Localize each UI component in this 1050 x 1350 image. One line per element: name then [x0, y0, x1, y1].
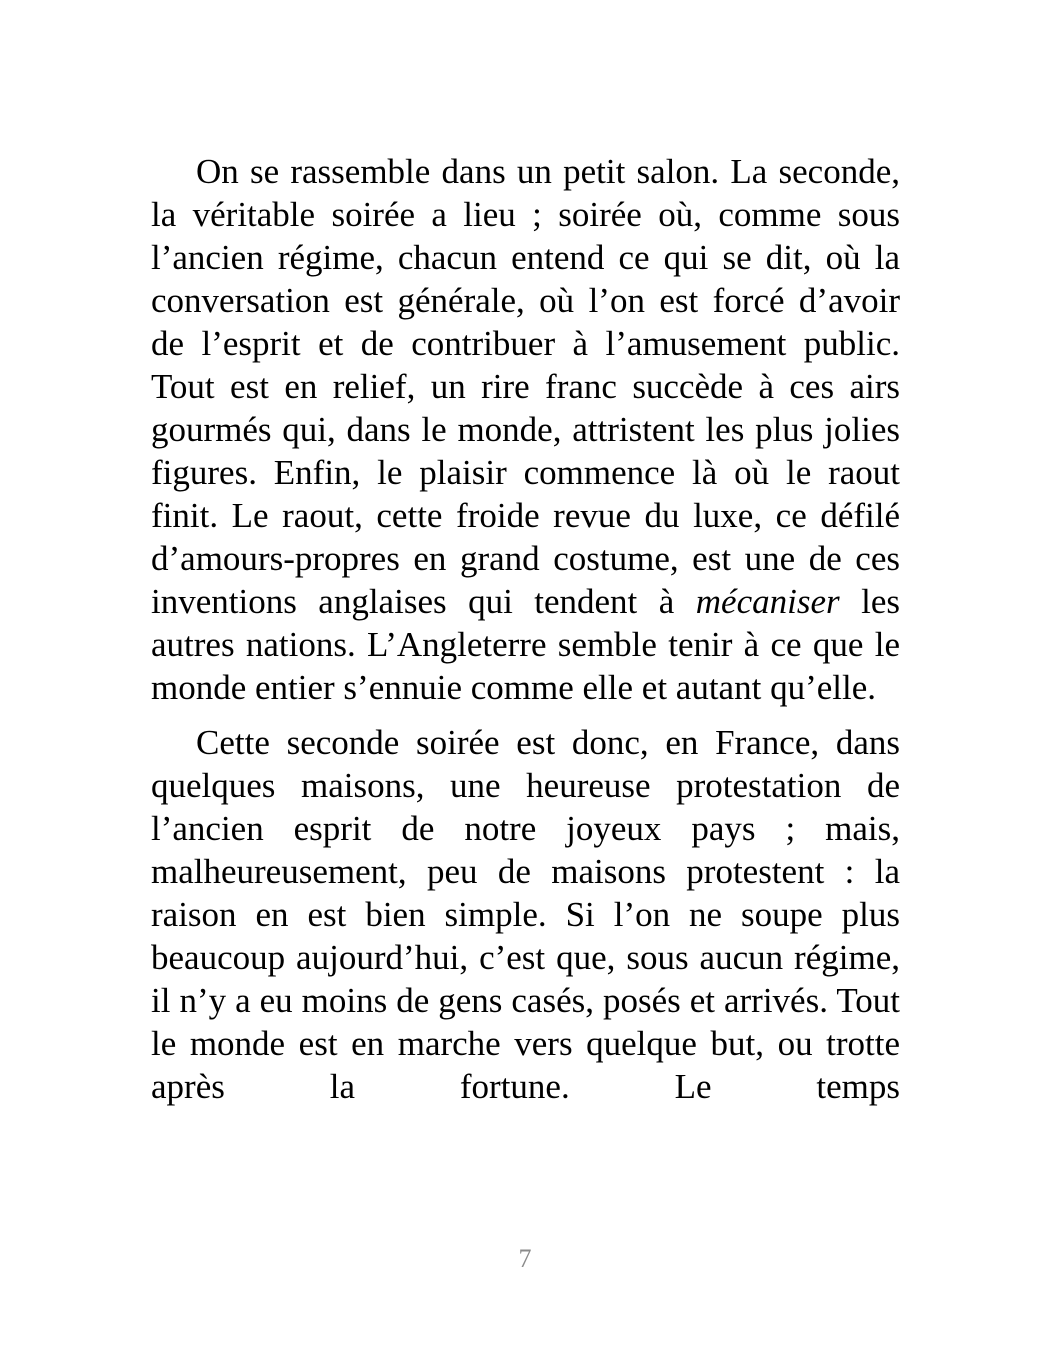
body-text	[151, 150, 900, 1108]
paragraph-2: Cette seconde soirée est donc, en France, dans quelques maisons, une heureuse protestation de l’ancien esprit de notre joyeux pays ; mais, malheureusement, peu de maisons protestent : la raison en est bien simple. Si l’on ne soupe plus beaucoup aujourd’hui, c’est que, sous aucun régime, il n’y a eu moins de gens casés, posés et arrivés. Tout le monde est en marche vers quelque but, ou trotte après la fortune. Le temps	[151, 723, 900, 1106]
page-number: 7	[518, 1244, 532, 1273]
paragraph-1	[151, 150, 900, 709]
paragraph-1-text-before: On se rassemble dans un petit salon. La seconde, la véritable soirée a lieu ; soirée où, comme sous l’ancien régime, chacun entend ce qui se dit, où la conversation est générale, où l’on est forcé d’avoir de l’esprit et de contribuer à l’amusement public. Tout est en relief, un rire franc succède à ces airs gourmés qui, dans le monde, attristent les plus jolies figures. Enfin, le plaisir commence là où le raout finit. Le raout, cette froide revue du luxe, ce défilé d’amours-propres en grand costume, est une de ces inventions anglaises qui tendent à	[151, 152, 900, 621]
emphasized-word: mécaniser	[695, 582, 840, 621]
paragraph-1-text-after: les autres nations. L’Angleterre semble tenir à ce que le monde entier s’ennuie comme elle et autant qu’elle.	[151, 582, 900, 707]
